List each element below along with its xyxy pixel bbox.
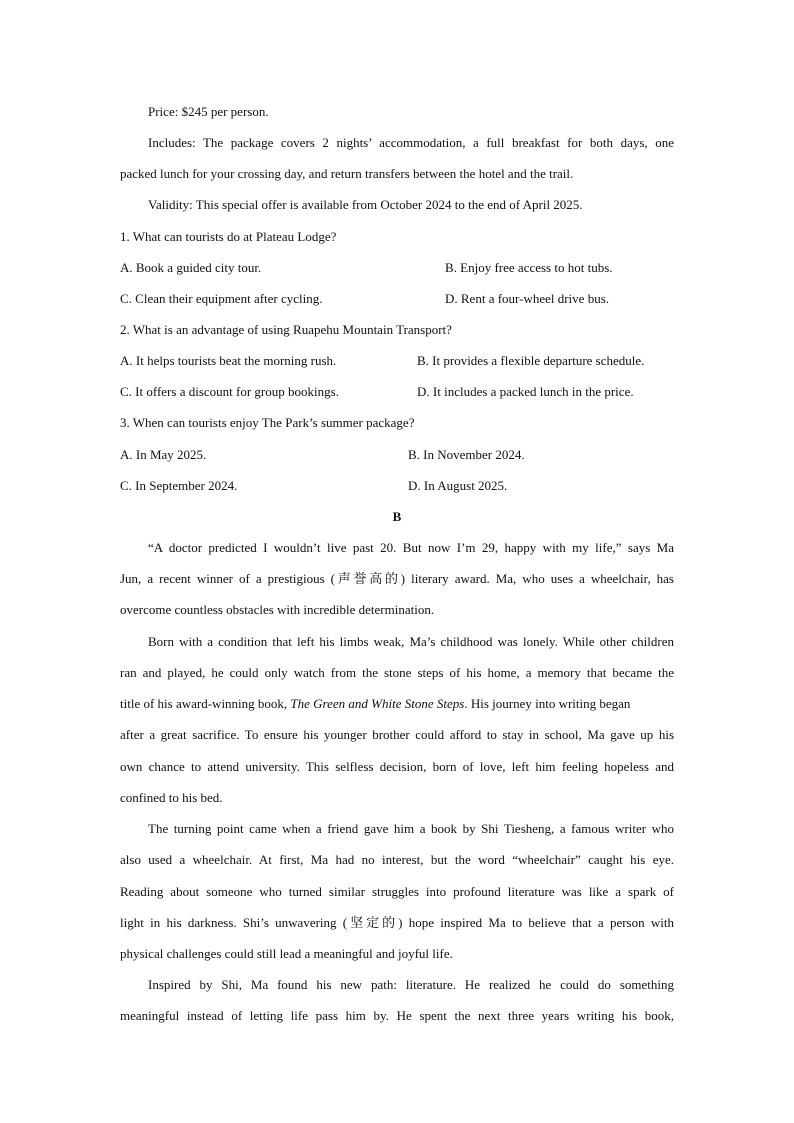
- paragraph-line: confined to his bed.: [120, 790, 223, 805]
- question-2-stem: 2. What is an advantage of using Ruapehu Mountain Transport?: [120, 322, 452, 337]
- paragraph-line: light in his darkness. Shi’s unwavering (坚定的) hope inspired Ma to believe that a person with: [120, 915, 674, 930]
- paragraph-line: Jun, a recent winner of a prestigious (声誉高的) literary award. Ma, who uses a wheelchair, has: [120, 571, 674, 586]
- paragraph-line: ran and played, he could only watch from the stone steps of his home, a memory that became the: [120, 665, 674, 680]
- paragraph-line: also used a wheelchair. At first, Ma had no interest, but the word “wheelchair” caught his eye.: [120, 852, 674, 867]
- question-2-option-a: A. It helps tourists beat the morning rush.: [120, 353, 337, 368]
- question-3-option-a: A. In May 2025.: [120, 447, 207, 462]
- paragraph-line: Inspired by Shi, Ma found his new path: literature. He realized he could do something: [148, 977, 674, 992]
- question-2-option-b: B. It provides a flexible departure schedule.: [417, 353, 645, 368]
- question-1-option-a: A. Book a guided city tour.: [120, 260, 262, 275]
- section-b-heading: B: [392, 509, 402, 524]
- paragraph-line: Reading about someone who turned similar struggles into profound literature was like a spark of: [120, 884, 674, 899]
- question-1-option-d: D. Rent a four-wheel drive bus.: [445, 291, 609, 306]
- book-title: The Green and White Stone Steps: [290, 696, 465, 711]
- question-3-option-c: C. In September 2024.: [120, 478, 238, 493]
- paragraph-line: physical challenges could still lead a meaningful and joyful life.: [120, 946, 453, 961]
- paragraph-line: overcome countless obstacles with incredible determination.: [120, 602, 435, 617]
- paragraph-line-with-title: [120, 694, 674, 714]
- question-1-option-b: B. Enjoy free access to hot tubs.: [445, 260, 613, 275]
- paragraph-line: own chance to attend university. This selfless decision, born of love, left him feeling hopeless and: [120, 759, 674, 774]
- paragraph-line: The turning point came when a friend gave him a book by Shi Tiesheng, a famous writer who: [148, 821, 674, 836]
- paragraph-line: after a great sacrifice. To ensure his younger brother could afford to stay in school, Ma gave up his: [120, 727, 674, 742]
- paragraph-line: “A doctor predicted I wouldn’t live past 20. But now I’m 29, happy with my life,” says Ma: [148, 540, 674, 555]
- question-3-option-d: D. In August 2025.: [408, 478, 508, 493]
- paragraph-line: meaningful instead of letting life pass him by. He spent the next three years writing his book,: [120, 1008, 674, 1023]
- price-line: Price: $245 per person.: [148, 104, 269, 119]
- includes-line-2: packed lunch for your crossing day, and return transfers between the hotel and the trail.: [120, 166, 574, 181]
- validity-line: Validity: This special offer is available from October 2024 to the end of April 2025.: [148, 197, 583, 212]
- question-3-option-b: B. In November 2024.: [408, 447, 525, 462]
- includes-line-1: Includes: The package covers 2 nights’ accommodation, a full breakfast for both days, one: [148, 135, 674, 150]
- question-2-option-c: C. It offers a discount for group bookings.: [120, 384, 339, 399]
- question-3-stem: 3. When can tourists enjoy The Park’s summer package?: [120, 415, 415, 430]
- question-1-option-c: C. Clean their equipment after cycling.: [120, 291, 323, 306]
- question-1-stem: 1. What can tourists do at Plateau Lodge?: [120, 229, 337, 244]
- text-segment: title of his award-winning book,: [120, 696, 288, 711]
- paragraph-line: Born with a condition that left his limbs weak, Ma’s childhood was lonely. While other children: [148, 634, 674, 649]
- question-2-option-d: D. It includes a packed lunch in the price.: [417, 384, 634, 399]
- text-segment: . His journey into writing began: [464, 696, 631, 711]
